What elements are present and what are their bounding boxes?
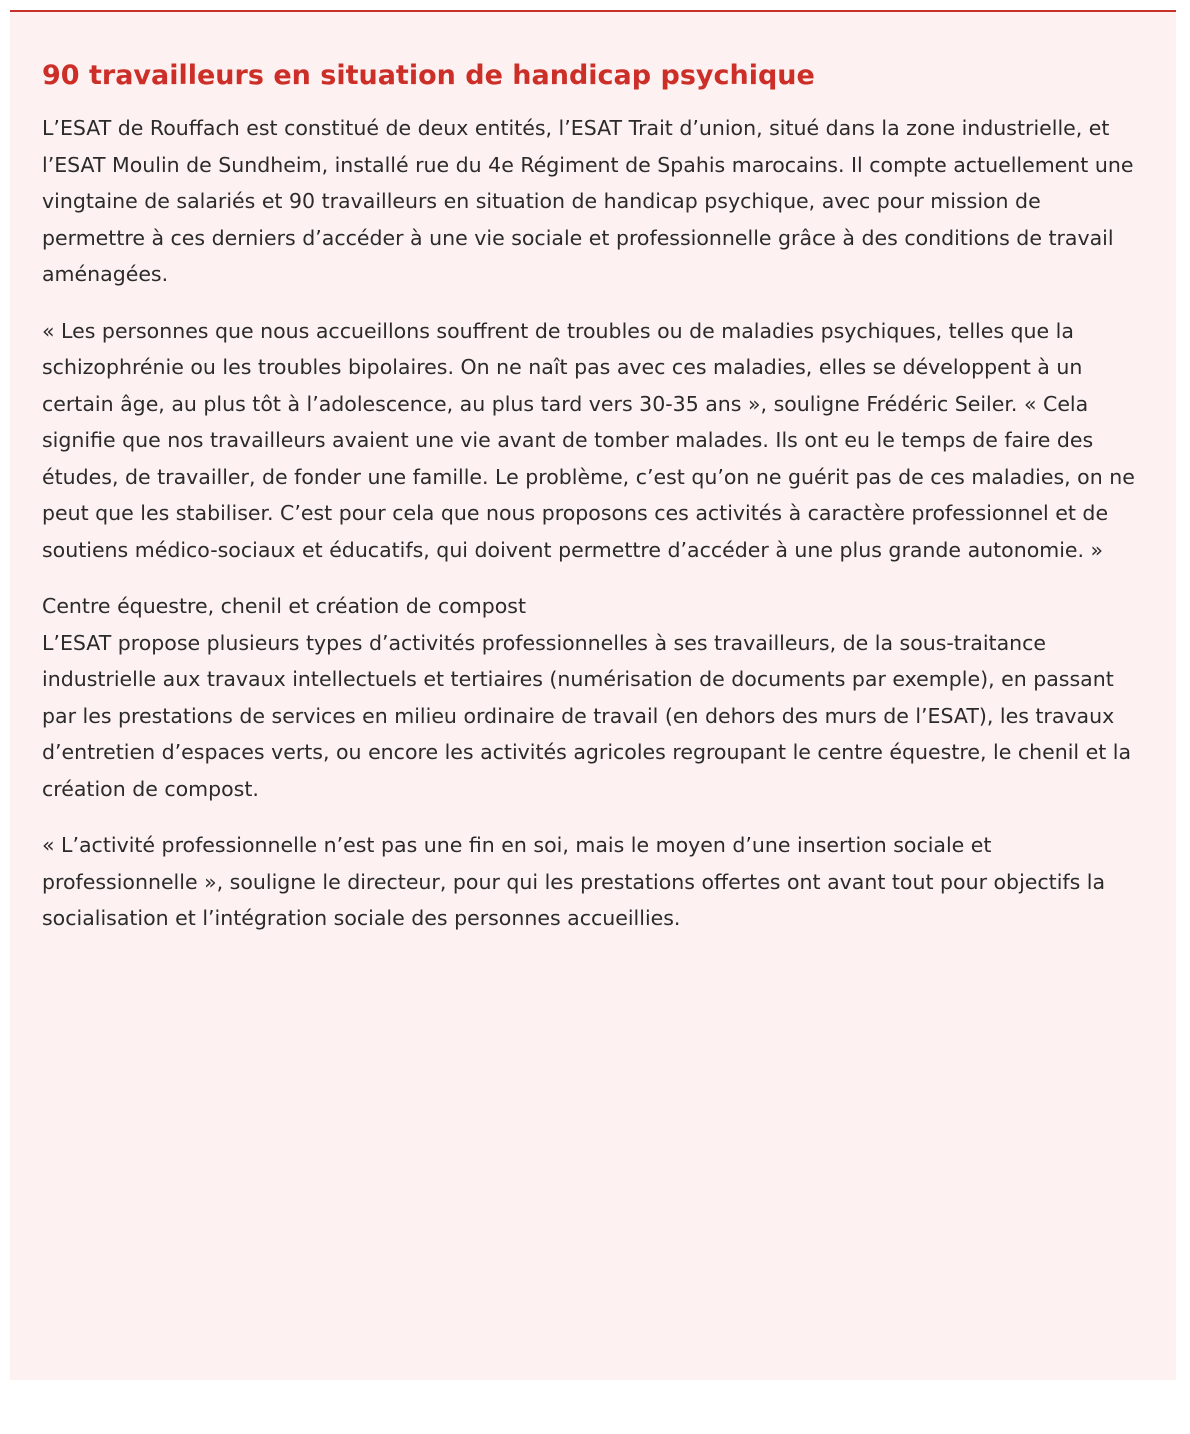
- paragraph-activities: [42, 588, 1144, 807]
- paragraph-intro: L’ESAT de Rouffach est constitué de deux entités, l’ESAT Trait d’union, situé dans la zone industrielle, et l’ESAT Moulin de Sundheim, installé rue du 4e Régiment de Spahis marocains. Il compte actuellement une vingtaine de salariés et 90 travailleurs en situation de handicap psychique, avec pour mission de permettre à ces derniers d’accéder à une vie sociale et professionnelle grâce à des conditions de travail aménagées.: [42, 116, 1134, 286]
- section-subheading: Centre équestre, chenil et création de compost: [42, 594, 526, 618]
- paragraph-quote: « Les personnes que nous accueillons souffrent de troubles ou de maladies psychiques, telles que la schizophrénie ou les troubles bipolaires. On ne naît pas avec ces maladies, elles se développent à un certain âge, au plus tôt à l’adolescence, au plus tard vers 30-35 ans », souligne Frédéric Seiler. « Cela signifie que nos travailleurs avaient une vie avant de tomber malades. Ils ont eu le temps de faire des études, de travailler, de fonder une famille. Le problème, c’est qu’on ne guérit pas de ces maladies, on ne peut que les stabiliser. C’est pour cela que nous proposons ces activités à caractère professionnel et de soutiens médico-sociaux et éducatifs, qui doivent permettre d’accéder à une plus grande autonomie. »: [42, 318, 1135, 562]
- article-box: [10, 10, 1176, 1380]
- paragraph-closing: « L’activité professionnelle n’est pas une fin en soi, mais le moyen d’une insertion sociale et professionnelle », souligne le directeur, pour qui les prestations offertes ont avant tout pour objectifs la socialisation et l’intégration sociale des personnes accueillies.: [42, 833, 1106, 930]
- paragraph-activities-text: L’ESAT propose plusieurs types d’activités professionnelles à ses travailleurs, de la sous-traitance industrielle aux travaux intellectuels et tertiaires (numérisation de documents par exemple), en passant par les prestations de services en milieu ordinaire de travail (en dehors des murs de l’ESAT), les travaux d’entretien d’espaces verts, ou encore les activités agricoles regroupant le centre équestre, le chenil et la création de compost.: [42, 630, 1132, 801]
- article-title: 90 travailleurs en situation de handicap psychique: [42, 60, 815, 91]
